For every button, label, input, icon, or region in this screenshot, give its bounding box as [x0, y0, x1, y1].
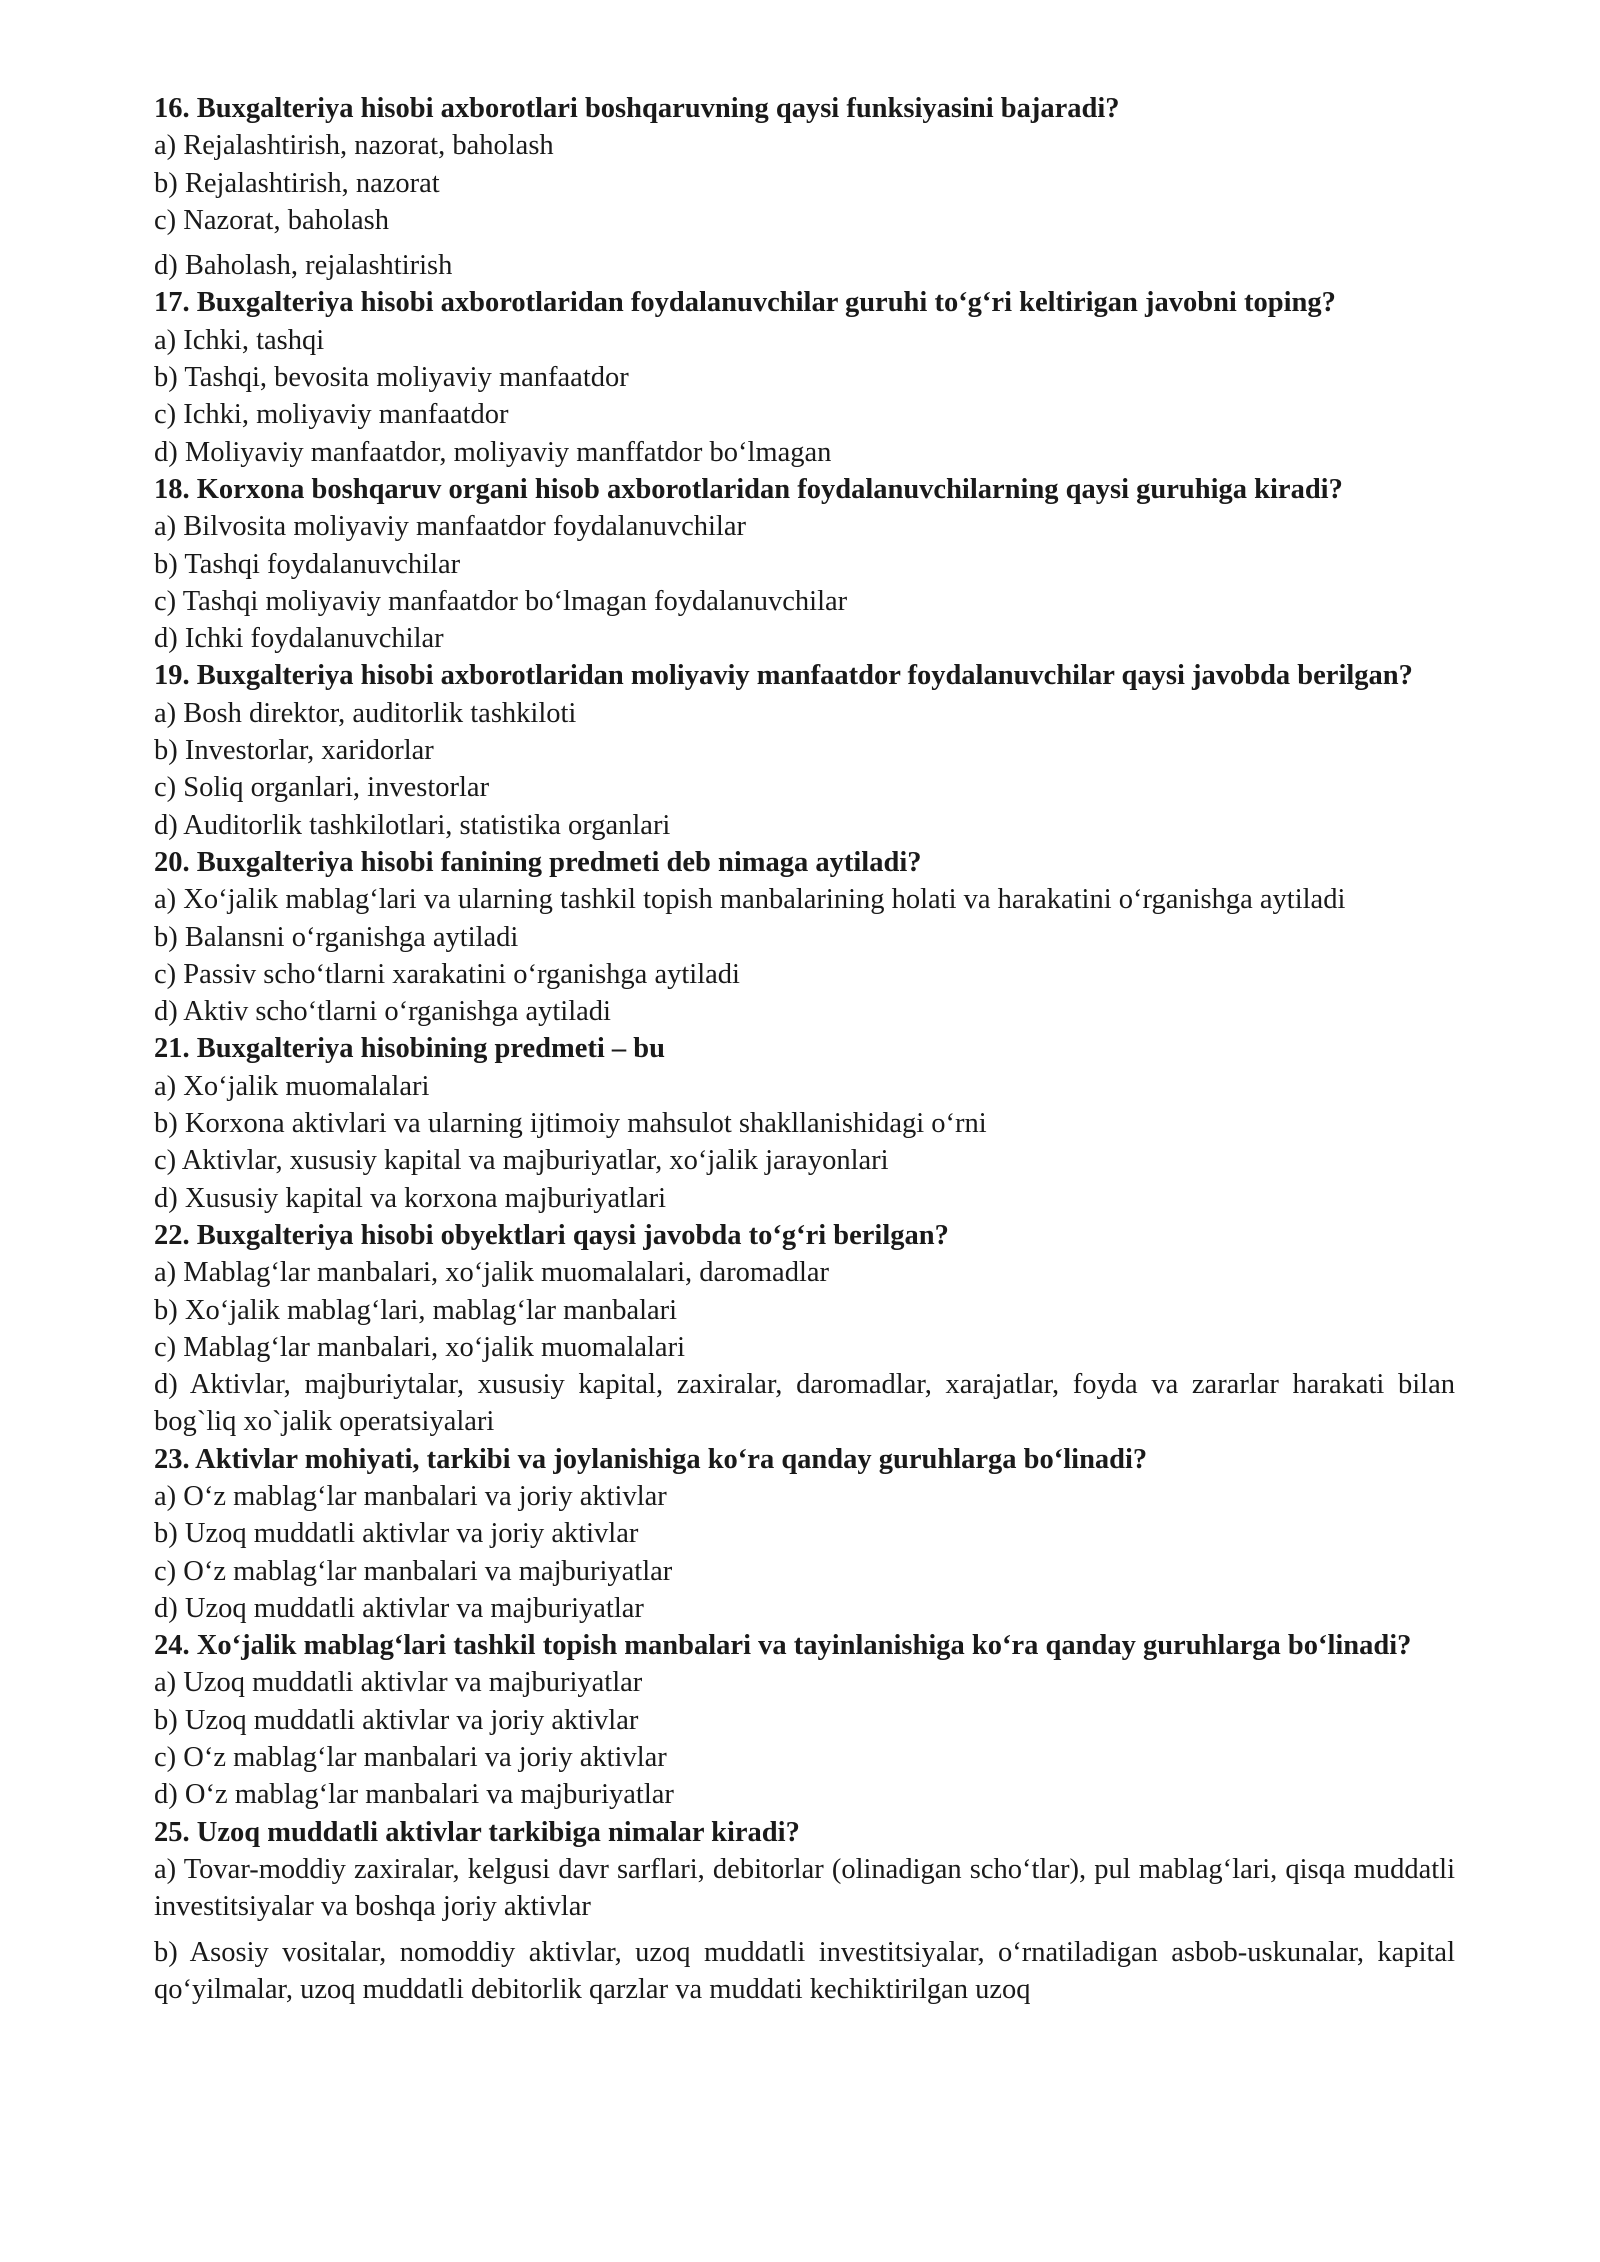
question-21-option-b: b) Korxona aktivlari va ularning ijtimoiy mahsulot shakllanishidagi o‘rni — [154, 1108, 987, 1140]
question-16: 16. Buxgalteriya hisobi axborotlari boshqaruvning qaysi funksiyasini bajaradi? — [154, 93, 1120, 124]
question-17-option-a: a) Ichki, tashqi — [154, 324, 325, 356]
question-17-option-b: b) Tashqi, bevosita moliyaviy manfaatdor — [154, 362, 629, 394]
question-18-option-b: b) Tashqi foydalanuvchilar — [154, 548, 461, 580]
question-25-option-a: a) Tovar-moddiy zaxiralar, kelgusi davr sarflari, debitorlar (olinadigan scho‘tlar), pul mablag‘lari, qisqa muddatli investitsiyalar va boshqa joriy aktivlar — [154, 1853, 1455, 1923]
question-18: 18. Korxona boshqaruv organi hisob axborotlaridan foydalanuvchilarning qaysi guruhiga kiradi? — [154, 473, 1343, 505]
question-17-option-d: d) Moliyaviy manfaatdor, moliyaviy manffatdor bo‘lmagan — [154, 436, 832, 468]
question-16-option-b: b) Rejalashtirish, nazorat — [154, 167, 440, 199]
question-20-option-b: b) Balansni o‘rganishga aytiladi — [154, 921, 519, 953]
question-19: 19. Buxgalteriya hisobi axborotlaridan moliyaviy manfaatdor foydalanuvchilar qaysi javobda berilgan? — [154, 660, 1413, 692]
question-22-option-d: d) Aktivlar, majburiytalar, xususiy kapital, zaxiralar, daromadlar, xarajatlar, foyda va zararlar harakati bilan bog`liq xo`jalik operatsiyalari — [154, 1369, 1455, 1438]
question-19-option-a: a) Bosh direktor, auditorlik tashkiloti — [154, 697, 577, 729]
question-24-option-b: b) Uzoq muddatli aktivlar va joriy aktivlar — [154, 1704, 639, 1736]
question-16-option-d: d) Baholash, rejalashtirish — [154, 250, 453, 282]
question-21-option-a: a) Xo‘jalik muomalalari — [154, 1070, 430, 1102]
question-17: 17. Buxgalteriya hisobi axborotlaridan foydalanuvchilar guruhi to‘g‘ri keltirigan javobni toping? — [154, 287, 1336, 319]
question-20-option-a: a) Xo‘jalik mablag‘lari va ularning tashkil topish manbalarining holati va harakatini o‘rganishga aytiladi — [154, 884, 1346, 916]
question-16-option-c: c) Nazorat, baholash — [154, 204, 390, 236]
question-22-option-b: b) Xo‘jalik mablag‘lari, mablag‘lar manbalari — [154, 1294, 678, 1326]
question-23-option-a: a) O‘z mablag‘lar manbalari va joriy aktivlar — [154, 1480, 667, 1512]
question-23-option-b: b) Uzoq muddatli aktivlar va joriy aktivlar — [154, 1518, 639, 1550]
question-18-option-d: d) Ichki foydalanuvchilar — [154, 623, 444, 655]
question-25-option-b: b) Asosiy vositalar, nomoddiy aktivlar, uzoq muddatli investitsiyalar, o‘rnatiladigan asbob-uskunalar, kapital qo‘yilmalar, uzoq muddatli debitorlik qarzlar va muddati kechiktirilgan uzoq — [154, 1936, 1455, 2005]
question-24: 24. Xo‘jalik mablag‘lari tashkil topish manbalari va tayinlanishiga ko‘ra qanday guruhlarga bo‘linadi? — [154, 1630, 1412, 1662]
question-24-option-c: c) O‘z mablag‘lar manbalari va joriy aktivlar — [154, 1742, 667, 1774]
question-24-option-a: a) Uzoq muddatli aktivlar va majburiyatlar — [154, 1667, 643, 1699]
question-20-option-d: d) Aktiv scho‘tlarni o‘rganishga aytiladi — [154, 996, 611, 1028]
question-24-option-d: d) O‘z mablag‘lar manbalari va majburiyatlar — [154, 1779, 674, 1811]
question-19-option-d: d) Auditorlik tashkilotlari, statistika organlari — [154, 809, 671, 841]
question-19-option-b: b) Investorlar, xaridorlar — [154, 735, 434, 767]
question-22: 22. Buxgalteriya hisobi obyektlari qaysi javobda to‘g‘ri berilgan? — [154, 1219, 949, 1251]
question-21: 21. Buxgalteriya hisobining predmeti – bu — [154, 1033, 665, 1065]
question-23: 23. Aktivlar mohiyati, tarkibi va joylanishiga ko‘ra qanday guruhlarga bo‘linadi? — [154, 1443, 1148, 1475]
question-16-option-a: a) Rejalashtirish, nazorat, baholash — [154, 130, 554, 162]
question-17-option-c: c) Ichki, moliyaviy manfaatdor — [154, 399, 509, 431]
question-20-option-c: c) Passiv scho‘tlarni xarakatini o‘rganishga aytiladi — [154, 958, 740, 990]
question-18-option-a: a) Bilvosita moliyaviy manfaatdor foydalanuvchilar — [154, 511, 746, 543]
question-22-option-a: a) Mablag‘lar manbalari, xo‘jalik muomalalari, daromadlar — [154, 1257, 830, 1289]
question-25: 25. Uzoq muddatli aktivlar tarkibiga nimalar kiradi? — [154, 1816, 800, 1848]
question-21-option-d: d) Xususiy kapital va korxona majburiyatlari — [154, 1182, 667, 1214]
question-22-option-c: c) Mablag‘lar manbalari, xo‘jalik muomalalari — [154, 1331, 685, 1363]
question-21-option-c: c) Aktivlar, xususiy kapital va majburiyatlar, xo‘jalik jarayonlari — [154, 1145, 889, 1177]
question-19-option-c: c) Soliq organlari, investorlar — [154, 772, 490, 804]
question-20: 20. Buxgalteriya hisobi fanining predmeti deb nimaga aytiladi? — [154, 846, 922, 878]
question-18-option-c: c) Tashqi moliyaviy manfaatdor bo‘lmagan foydalanuvchilar — [154, 585, 848, 617]
question-23-option-d: d) Uzoq muddatli aktivlar va majburiyatlar — [154, 1592, 644, 1624]
question-23-option-c: c) O‘z mablag‘lar manbalari va majburiyatlar — [154, 1555, 673, 1587]
